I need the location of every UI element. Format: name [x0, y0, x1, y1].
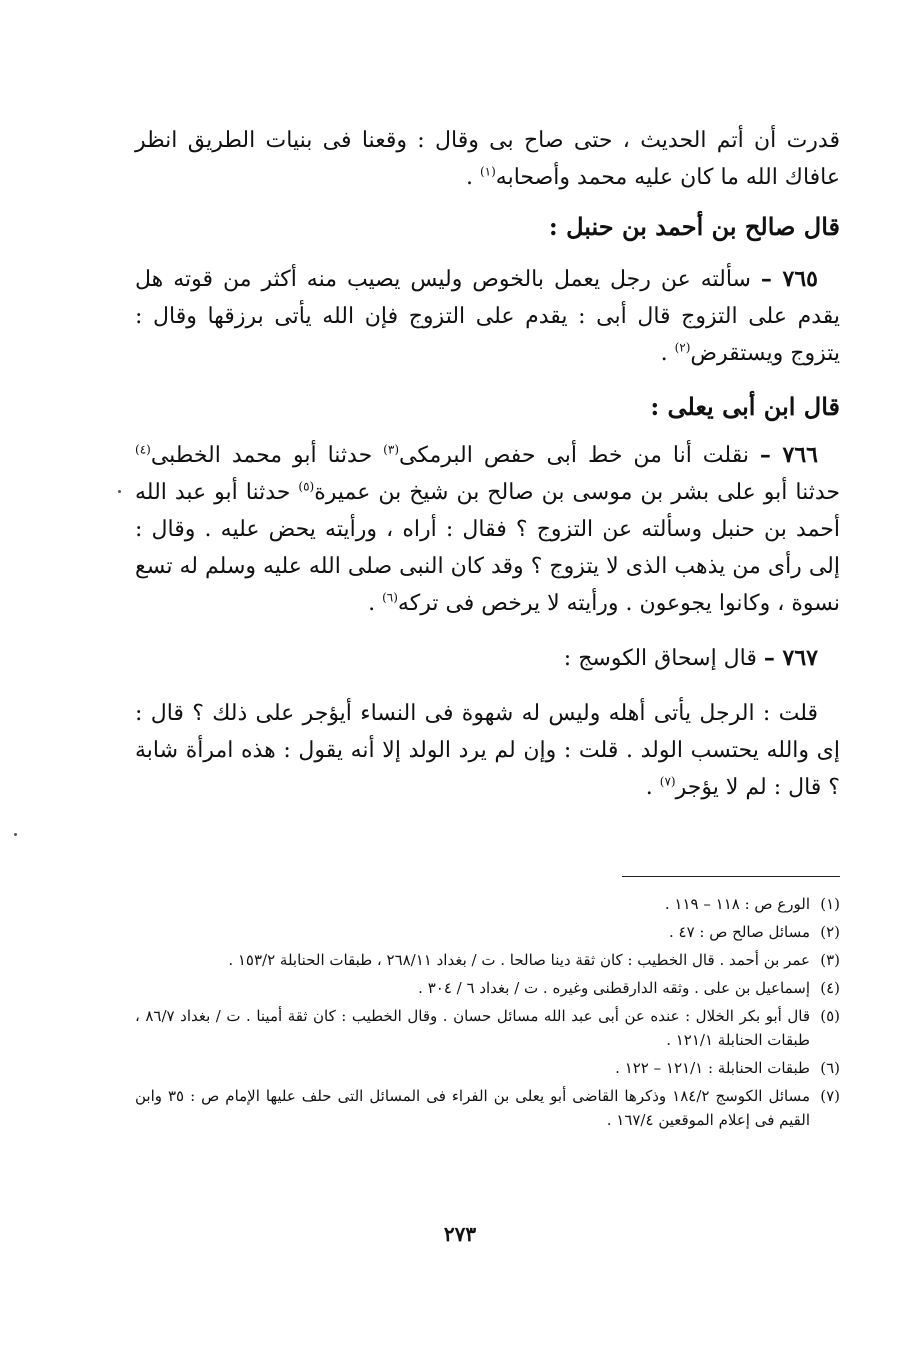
footnote-number: (٧) [820, 1087, 840, 1105]
entry-number: ٧٦٥ – [760, 266, 818, 292]
paragraph-text: قلت : الرجل يأتى أهله وليس له شهوة فى النساء أيؤجر على ذلك ؟ قال : إى والله يحتسب الولد . قلت : وإن لم يرد الولد إلا أنه يقول : هذه امرأة شابة ؟ قال : لم لا يؤجر [135, 701, 840, 800]
footnote-ref: (٢) [674, 340, 691, 355]
footnote-ref: (٤) [135, 442, 151, 457]
scan-speck [118, 490, 121, 493]
footnote-number: (٦) [820, 1059, 840, 1077]
page-number: ٢٧٣ [443, 1222, 477, 1246]
footnote-ref: (٦) [382, 590, 398, 605]
entry-text: سألته عن رجل يعمل بالخوص وليس يصيب منه أكثر من قوته هل يقدم على التزوج قال أبى : يقدم على التزوج فإن الله يأتى برزقها وقال : يتزوج ويستقرض [135, 267, 840, 366]
entry-number: ٧٦٦ – [759, 442, 818, 468]
footnote-item [135, 892, 840, 916]
footnote-ref: (٣) [383, 442, 399, 457]
footnote-item [135, 1084, 840, 1132]
section-heading: قال صالح بن أحمد بن حنبل : [548, 212, 840, 241]
footnote-text: الورع ص : ١١٨ – ١١٩ . [664, 895, 810, 913]
footnote-text: عمر بن أحمد . قال الخطيب : كان ثقة دينا صالحا . ت / بغداد ٢٦٨/١١ ، طبقات الحنابلة ١٥٣/٢ . [228, 951, 810, 969]
footnotes [135, 892, 840, 1136]
footnote-item [135, 976, 840, 1000]
footnote-item [135, 948, 840, 972]
footnote-ref: (٥) [298, 479, 315, 494]
footnote-item [135, 1004, 840, 1052]
footnote-text: مسائل الكوسج ١٨٤/٢ وذكرها القاضى أبو يعلى بن الفراء فى المسائل التى حلف عليها الإمام ص : ٣٥ وابن القيم فى إعلام الموقعين ١٦٧/٤ . [135, 1087, 810, 1129]
footnote-number: (٤) [820, 979, 840, 997]
footnote-text: قال أبو بكر الخلال : عنده عن أبى عبد الله مسائل حسان . وقال الخطيب : كان ثقة أمينا . ت / بغداد ٨٦/٧ ، طبقات الحنابلة ١٢١/١ . [135, 1007, 810, 1049]
entry-number: ٧٦٧ – [763, 645, 818, 671]
entry-765: ٧٦٥ – سألته عن رجل يعمل بالخوص وليس يصيب منه أكثر من قوته هل يقدم على التزوج قال أبى : يقدم على التزوج فإن الله يأتى برزقها وقال : يتزوج ويستقرض$^{(٢)}$ . [135, 266, 840, 366]
footnote-text: مسائل صالح ص : ٤٧ . [668, 923, 810, 941]
footnote-number: (٣) [820, 951, 840, 969]
quote-paragraph: قلت : الرجل يأتى أهله وليس له شهوة فى النساء أيؤجر على ذلك ؟ قال : إى والله يحتسب الولد . قلت : وإن لم يرد الولد إلا أنه يقول : هذه امرأة شابة ؟ قال : لم لا يؤجر$^{(٧)}$ . [135, 701, 840, 800]
footnote-number: (٢) [820, 923, 840, 941]
entry-text: قال إسحاق الكوسج : [563, 646, 764, 671]
section-heading: قال ابن أبى يعلى : [650, 392, 840, 421]
main-text [135, 122, 840, 806]
paragraph-continuation: قدرت أن أتم الحديث ، حتى صاح بى وقال : وقعنا فى بنيات الطريق انظر عافاك الله ما كان عليه محمد وأصحابه$^{(١)}$ . [135, 128, 840, 190]
footnote-ref: (١) [479, 164, 496, 179]
entry-767 [135, 640, 840, 677]
footnote-text: إسماعيل بن على . وثقه الدارقطنى وغيره . ت / بغداد ٦ / ٣٠٤ . [418, 979, 810, 997]
footnote-separator [622, 876, 840, 877]
footnote-item [135, 1056, 840, 1080]
footnote-ref: (٧) [659, 774, 676, 789]
footnote-item [135, 920, 840, 944]
paragraph-text: قدرت أن أتم الحديث ، حتى صاح بى وقال : وقعنا فى بنيات الطريق انظر عافاك الله ما كان عليه محمد وأصحابه [135, 128, 840, 190]
entry-766: ٧٦٦ – نقلت أنا من خط أبى حفص البرمكى$^{(٣)}$ حدثنا أبو محمد الخطبى$^{(٤)}$ حدثنا أبو على بشر بن موسى بن صالح بن شيخ بن عميرة$^{(٥)}$ حدثنا أبو عبد الله أحمد بن حنبل وسألته عن التزوج ؟ فقال : أراه ، ورأيته يحض عليه . وقال : إلى رأى من يذهب الذى لا يتزوج ؟ وقد كان النبى صلى الله عليه وسلم له تسع نسوة ، وكانوا يجوعون . ورأيته لا يرخص فى تركه$^{(٦)}$ . [135, 442, 840, 616]
footnote-text: طبقات الحنابلة : ١٢١/١ – ١٢٢ . [615, 1059, 810, 1077]
footnote-number: (٥) [820, 1007, 840, 1025]
footnote-number: (١) [820, 895, 840, 913]
scan-speck [14, 833, 17, 836]
